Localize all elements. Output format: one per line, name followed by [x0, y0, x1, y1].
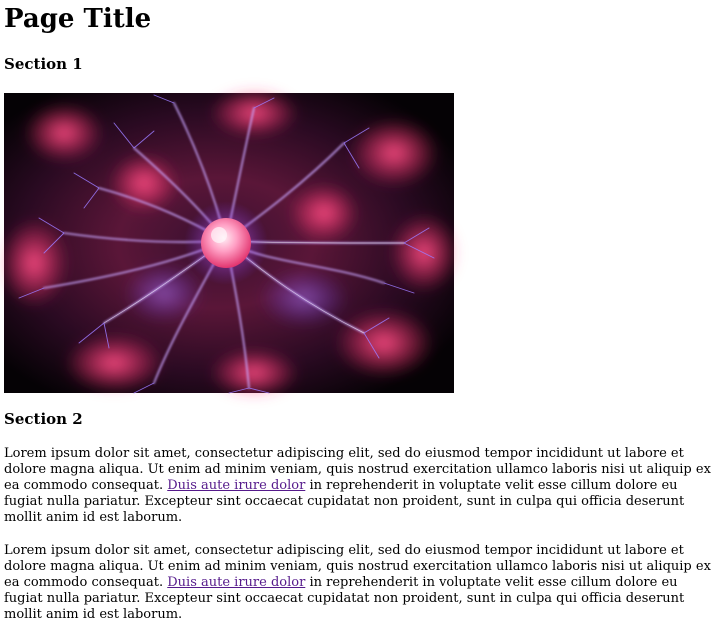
paragraph-1-link[interactable]: Duis aute irure dolor [167, 478, 306, 493]
section-2-heading: Section 2 [4, 410, 83, 428]
page-title: Page Title [4, 4, 152, 34]
section-1-heading: Section 1 [4, 55, 83, 73]
paragraph-2 [4, 543, 711, 623]
paragraph-2-link[interactable]: Duis aute irure dolor [167, 575, 306, 590]
paragraph-1-text-start: Lorem ipsum dolor sit amet, consectetur adipiscing elit, sed do eiusmod tempor incididunt ut labore et dolore magna aliqua. Ut enim ad minim veniam, quis nostrud exercitation ullamco laboris nisi ut aliquip ex ea commodo consequat. [4, 446, 711, 493]
paragraph-2-text-start: Lorem ipsum dolor sit amet, consectetur adipiscing elit, sed do eiusmod tempor incididunt ut labore et dolore magna aliqua. Ut enim ad minim veniam, quis nostrud exercitation ullamco laboris nisi ut aliquip ex ea commodo consequat. [4, 543, 711, 590]
paragraph-1 [4, 446, 711, 526]
paragraph-1-text-end: in reprehenderit in voluptate velit esse cillum dolore eu fugiat nulla pariatur. Excepteur sint occaecat cupidatat non proident, sunt in culpa qui officia deserunt mollit anim id est laborum. [4, 478, 685, 525]
paragraph-2-text-end: in reprehenderit in voluptate velit esse cillum dolore eu fugiat nulla pariatur. Excepteur sint occaecat cupidatat non proident, sunt in culpa qui officia deserunt mollit anim id est laborum. [4, 575, 685, 622]
plasma-ball-image [4, 93, 454, 393]
